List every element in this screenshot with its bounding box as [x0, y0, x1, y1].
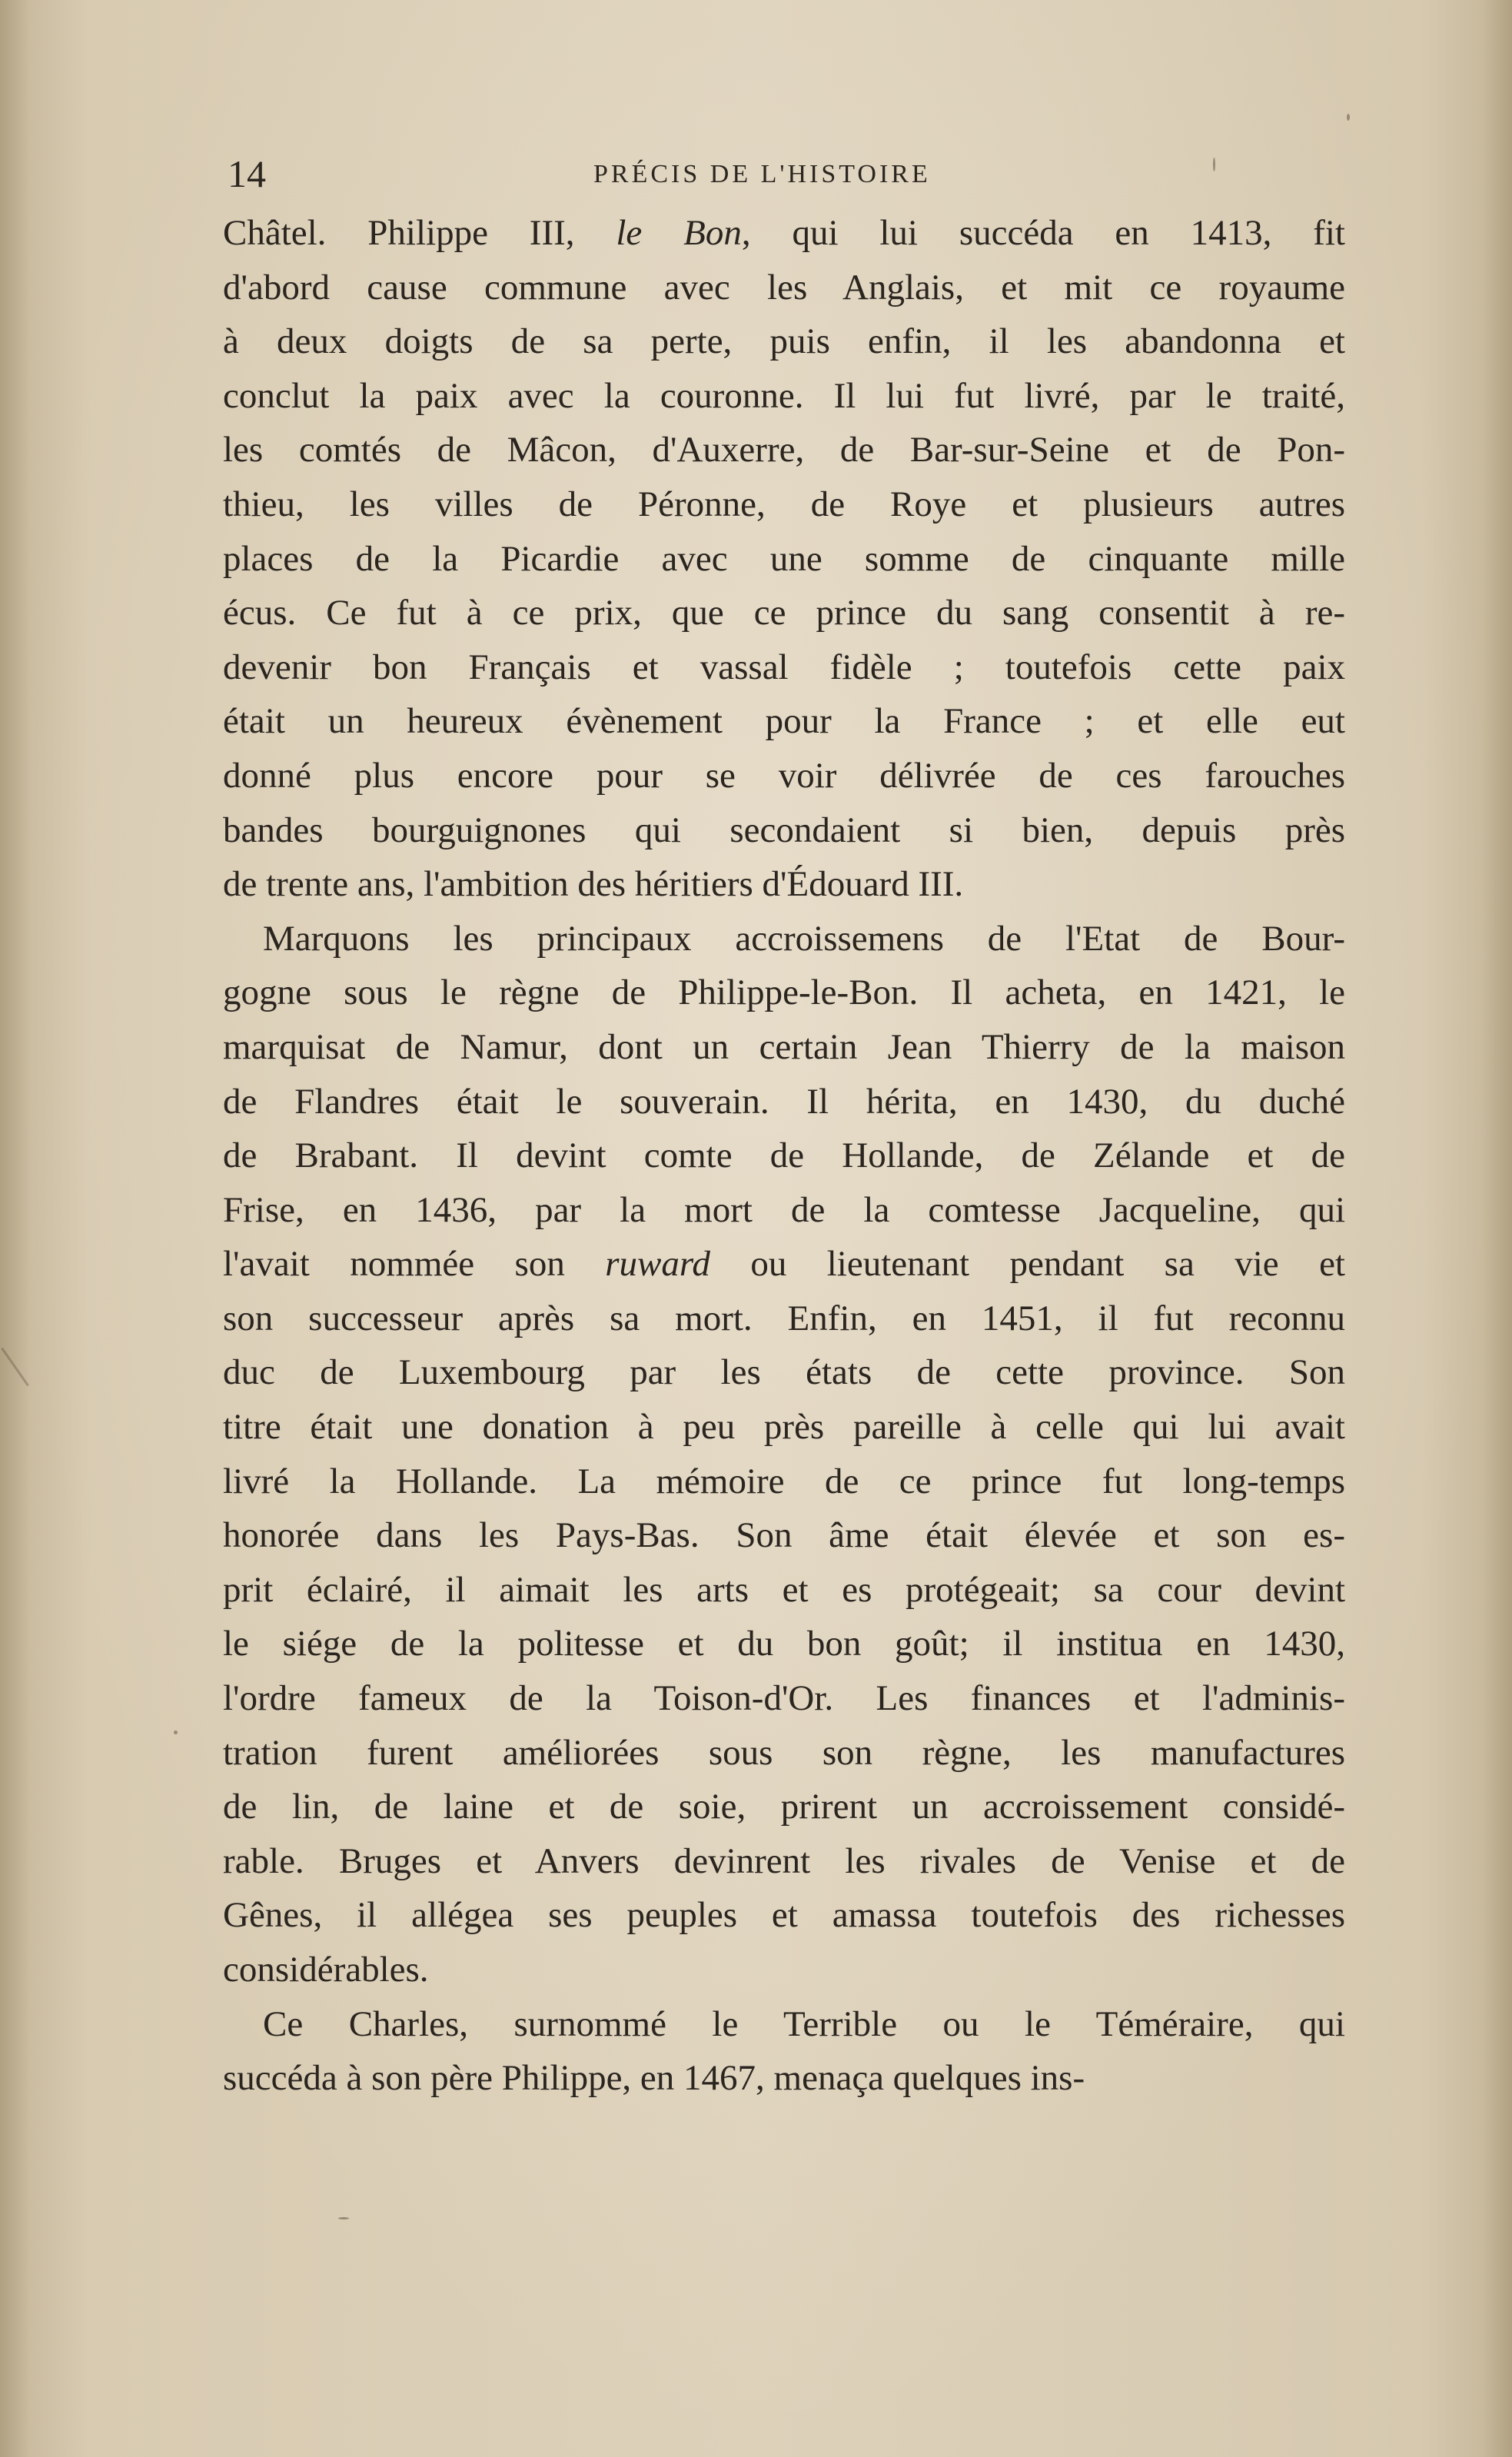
italic-text: ruward — [605, 1244, 710, 1285]
text-line — [223, 477, 1345, 532]
text-line — [223, 1237, 1345, 1292]
text-line — [223, 1671, 1345, 1726]
text-span: succéda à son père Philippe, en 1467, menaça quelques ins- — [223, 2058, 1085, 2099]
text-span: gogne sous le règne de Philippe-le-Bon. Il acheta, en 1421, le — [223, 972, 1345, 1013]
text-span: considérables. — [223, 1950, 429, 1990]
italic-text: le Bon — [616, 213, 742, 253]
text-line — [223, 1780, 1345, 1834]
text-line — [223, 1129, 1345, 1183]
text-span: les comtés de Mâcon, d'Auxerre, de Bar-sur-Seine et de Pon- — [223, 430, 1345, 470]
text-line — [223, 912, 1345, 966]
paper-speck — [338, 2217, 349, 2219]
running-head — [228, 151, 1341, 197]
text-span: de trente ans, l'ambition des héritiers d'Édouard III. — [223, 864, 964, 905]
text-span: donné plus encore pour se voir délivrée de ces farouches — [223, 755, 1345, 796]
text-span: de Flandres était le souverain. Il hérita, en 1430, du duché — [223, 1081, 1345, 1122]
text-span: écus. Ce fut à ce prix, que ce prince du sang consentit à re- — [223, 593, 1345, 633]
text-line — [223, 1617, 1345, 1671]
text-line — [223, 1563, 1345, 1617]
text-span: de lin, de laine et de soie, prirent un accroissement considé- — [223, 1787, 1345, 1827]
text-span: honorée dans les Pays-Bas. Son âme était élevée et son es- — [223, 1515, 1345, 1556]
text-line — [223, 1455, 1345, 1509]
paper-speck — [1213, 158, 1215, 171]
page-edge-shadow-right — [1481, 0, 1512, 2457]
text-span: livré la Hollande. La mémoire de ce prince fut long-temps — [223, 1461, 1345, 1501]
text-span: duc de Luxembourg par les états de cette province. Son — [223, 1352, 1345, 1393]
text-span: Châtel. Philippe III, — [223, 213, 616, 253]
text-span: Marquons les principaux accroissemens de l'Etat de Bour- — [263, 918, 1345, 959]
text-line — [223, 1888, 1345, 1943]
text-line — [223, 1726, 1345, 1780]
text-span: Frise, en 1436, par la mort de la comtesse Jacqueline, qui — [223, 1189, 1345, 1230]
text-line — [223, 1183, 1345, 1238]
text-line — [223, 1345, 1345, 1400]
text-line — [223, 532, 1345, 587]
text-span: bandes bourguignones qui secondaient si bien, depuis près — [223, 810, 1345, 850]
text-line — [223, 2051, 1345, 2106]
text-line — [223, 1075, 1345, 1129]
page-number: 14 — [228, 152, 266, 195]
text-span: Gênes, il allégea ses peuples et amassa toutefois des richesses — [223, 1895, 1345, 1936]
text-span: devenir bon Français et vassal fidèle ; toutefois cette paix — [223, 647, 1345, 687]
text-line — [223, 694, 1345, 749]
text-line — [223, 1943, 1345, 1997]
text-line — [223, 1020, 1345, 1075]
text-line — [223, 640, 1345, 695]
text-line — [223, 966, 1345, 1020]
text-span: marquisat de Namur, dont un certain Jean Thierry de la maison — [223, 1026, 1345, 1067]
text-span: Ce Charles, surnommé le Terrible ou le Téméraire, qui — [263, 2003, 1345, 2044]
paper-speck — [174, 1731, 178, 1734]
text-span: son successeur après sa mort. Enfin, en 1451, il fut reconnu — [223, 1298, 1345, 1338]
text-line — [223, 314, 1345, 369]
text-span: de Brabant. Il devint comte de Hollande, de Zélande et de — [223, 1135, 1345, 1176]
body-text — [223, 206, 1345, 2106]
text-span: l'ordre fameux de la Toison-d'Or. Les finances et l'adminis- — [223, 1678, 1345, 1719]
text-line — [223, 586, 1345, 640]
text-line — [223, 1997, 1345, 2052]
text-span: rable. Bruges et Anvers devinrent les rivales de Venise et de — [223, 1840, 1345, 1881]
text-line — [223, 423, 1345, 477]
text-span: , qui lui succéda en 1413, fit — [741, 213, 1345, 253]
text-span: était un heureux évènement pour la France ; et elle eut — [223, 701, 1345, 742]
text-span: le siége de la politesse et du bon goût; il institua en 1430, — [223, 1624, 1345, 1664]
text-line — [223, 1834, 1345, 1889]
text-line — [223, 261, 1345, 315]
running-title: PRÉCIS DE L'HISTOIRE — [593, 160, 931, 188]
text-span: places de la Picardie avec une somme de cinquante mille — [223, 538, 1345, 579]
text-line — [223, 1508, 1345, 1563]
text-span: l'avait nommée son — [223, 1244, 606, 1285]
text-span: tration furent améliorées sous son règne, les manufactures — [223, 1732, 1345, 1773]
text-line — [223, 369, 1345, 424]
text-span: prit éclairé, il aimait les arts et es protégeait; sa cour devint — [223, 1569, 1345, 1610]
text-line — [223, 857, 1345, 912]
text-span: thieu, les villes de Péronne, de Roye et plusieurs autres — [223, 484, 1345, 524]
text-span: titre était une donation à peu près pareille à celle qui lui avait — [223, 1407, 1345, 1448]
text-span: d'abord cause commune avec les Anglais, et mit ce royaume — [223, 267, 1345, 308]
page-edge-shadow-left — [0, 0, 31, 2457]
text-span: à deux doigts de sa perte, puis enfin, il les abandonna et — [223, 321, 1345, 362]
text-line — [223, 803, 1345, 858]
text-span: ou lieutenant pendant sa vie et — [709, 1244, 1345, 1285]
text-span: conclut la paix avec la couronne. Il lui fut livré, par le traité, — [223, 375, 1345, 416]
paper-speck — [1347, 114, 1350, 121]
text-line — [223, 1400, 1345, 1455]
text-line — [223, 1292, 1345, 1346]
text-line — [223, 206, 1345, 261]
text-line — [223, 749, 1345, 803]
